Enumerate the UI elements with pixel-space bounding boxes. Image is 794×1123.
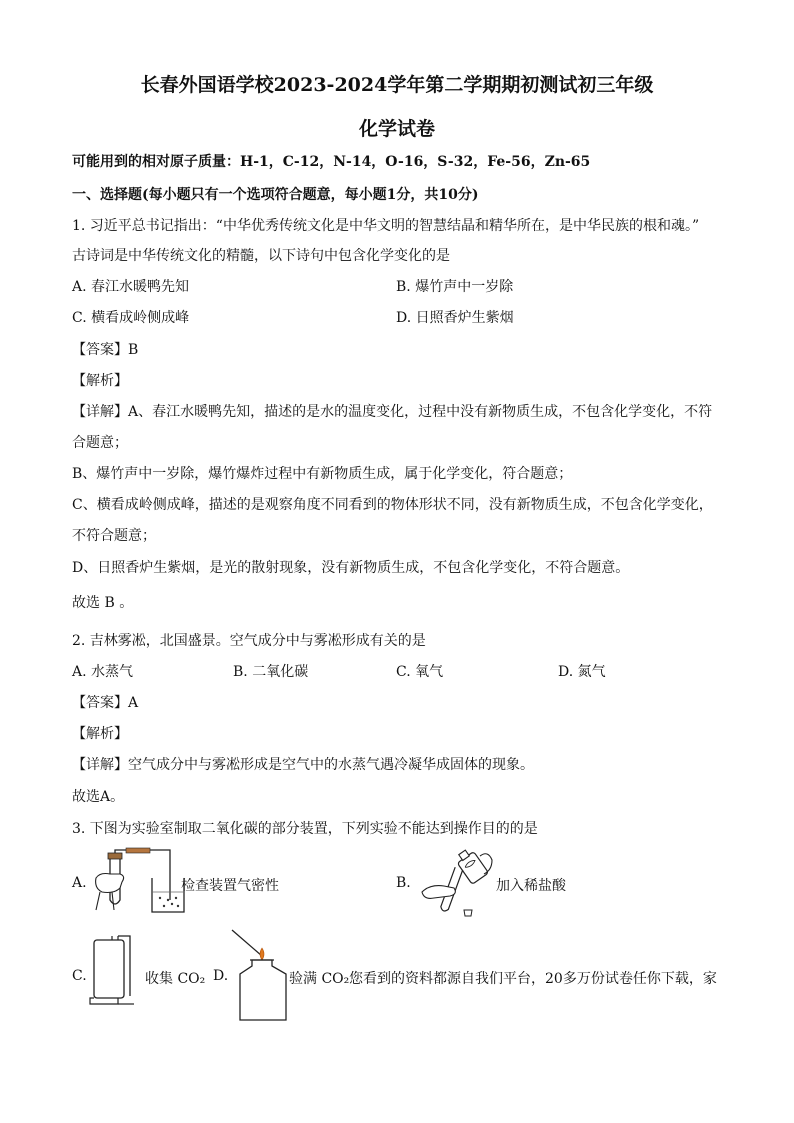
q2-analysis-label: 【解析】 (72, 726, 128, 742)
q1-detail-line6: D、日照香炉生紫烟，是光的散射现象，没有新物质生成，不包含化学变化，不符合题意。 (72, 560, 630, 576)
q3-option-c-figure (90, 936, 138, 1008)
paper-title: 长春外国语学校2023-2024学年第二学期期初测试初三年级 (140, 74, 654, 96)
q3-option-b-figure (414, 844, 494, 920)
q3-option-a-letter: A. (72, 875, 87, 891)
q3-option-b-caption: 加入稀盐酸 (496, 878, 566, 894)
q1-detail-line5: 不符合题意； (72, 528, 156, 544)
q1-stem-line1: 1. 习近平总书记指出：“中华优秀传统文化是中华文明的智慧结晶和精华所在，是中华民族的根和魂。” (72, 218, 700, 234)
q3-option-a-figure (92, 848, 187, 916)
q1-option-a: A. 春江水暖鸭先知 (72, 279, 190, 295)
q1-answer: 【答案】B (72, 342, 139, 358)
q1-option-c: C. 横看成岭侧成峰 (72, 310, 190, 326)
q2-detail: 【详解】空气成分中与雾凇形成是空气中的水蒸气遇冷凝华成固体的现象。 (72, 757, 534, 773)
paper-subtitle: 化学试卷 (358, 118, 435, 140)
q1-detail-line4: C、横看成岭侧成峰，描述的是观察角度不同看到的物体形状不同，没有新物质生成，不包含化学变化， (72, 497, 713, 513)
section-heading: 一、选择题(每小题只有一个选项符合题意，每小题1分，共10分) (72, 187, 479, 203)
q1-option-d: D. 日照香炉生紫烟 (396, 310, 514, 326)
q2-option-c: C. 氧气 (396, 664, 444, 680)
q1-detail-line3: B、爆竹声中一岁除，爆竹爆炸过程中有新物质生成，属于化学变化，符合题意； (72, 466, 573, 482)
q3-option-d-figure (232, 930, 292, 1022)
q3-option-c-letter: C. (72, 968, 87, 984)
q3-option-a-caption: 检查装置气密性 (181, 878, 279, 894)
q1-stem-line2: 古诗词是中华传统文化的精髓，以下诗句中包含化学变化的是 (72, 248, 450, 264)
q1-analysis-label: 【解析】 (72, 373, 128, 389)
q1-detail-line2: 合题意； (72, 435, 128, 451)
q2-conclusion: 故选A。 (72, 789, 125, 805)
q2-option-d: D. 氮气 (558, 664, 606, 680)
q2-answer: 【答案】A (72, 695, 139, 711)
q2-stem: 2. 吉林雾凇，北国盛景。空气成分中与雾凇形成有关的是 (72, 633, 426, 649)
q1-option-b: B. 爆竹声中一岁除 (396, 279, 514, 295)
q2-option-a: A. 水蒸气 (72, 664, 134, 680)
q3-option-b-letter: B. (396, 875, 411, 891)
q1-conclusion: 故选 B 。 (72, 595, 134, 611)
watermark-text: 您看到的资料都源自我们平台，20多万份试卷任你下载，家 (349, 971, 717, 987)
q3-option-c-caption: 收集 CO₂ (145, 971, 206, 987)
q3-stem: 3. 下图为实验室制取二氧化碳的部分装置，下列实验不能达到操作目的的是 (72, 821, 538, 837)
q1-detail-line1: 【详解】A、春江水暖鸭先知，描述的是水的温度变化，过程中没有新物质生成，不包含化学变化，不符 (72, 404, 713, 420)
atomic-masses: 可能用到的相对原子质量：H-1，C-12，N-14，O-16，S-32，Fe-56，Zn-65 (72, 154, 591, 170)
q3-option-d-caption: 验满 CO₂ (289, 971, 350, 987)
q3-option-d-letter: D. (213, 968, 229, 984)
q2-option-b: B. 二氧化碳 (233, 664, 309, 680)
